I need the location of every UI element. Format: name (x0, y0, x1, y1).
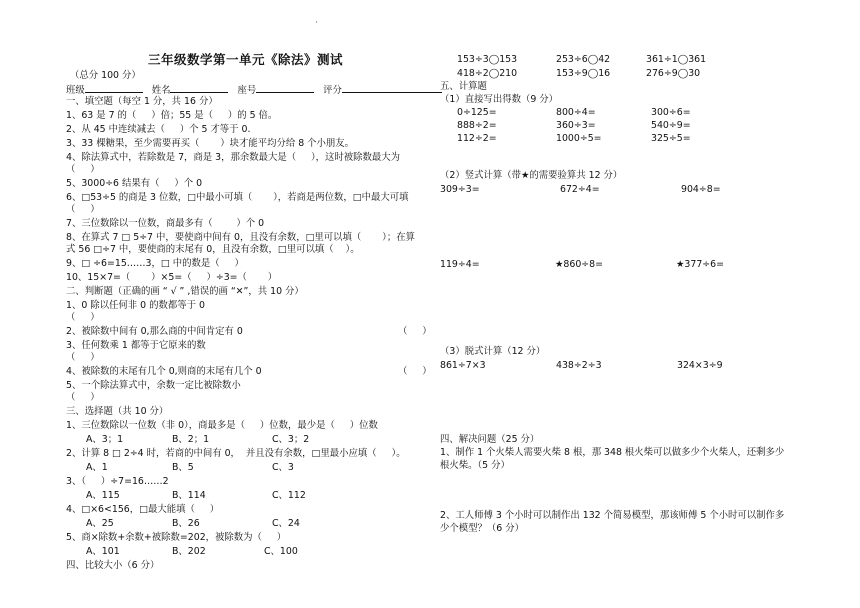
left-line: 4、□×6<156，□最大能填（ ） (66, 504, 220, 515)
name-label: 姓名 (151, 85, 171, 96)
right-line: 少个模型？（6 分） (440, 523, 524, 534)
right-line: 361÷1◯361 (646, 54, 707, 65)
left-line: B、202 (172, 546, 206, 557)
left-line: （ ） (66, 164, 100, 175)
right-line: 540÷9= (651, 120, 691, 131)
right-line: 2、工人师傅 3 个小时可以制作出 132 个简易模型，那该师傅 5 个小时可以制作多 (440, 510, 785, 521)
score-blank (342, 83, 442, 93)
left-line: 8、在算式 7 □ 5÷7 中，要使商中间有 0，且没有余数，□里可以填（ ）；在算 (66, 232, 415, 243)
total-score: （总分 100 分） (70, 70, 141, 81)
right-line: 418÷2◯210 (457, 68, 518, 79)
left-line: （ ） (66, 392, 100, 403)
right-line: 360÷3= (556, 120, 596, 131)
left-line: 5、3000÷6 结果有（ ）个 0 (66, 178, 203, 189)
left-line: A、3；1 (86, 434, 124, 445)
left-line: （ ） (398, 326, 432, 337)
seat-label: 座号 (237, 85, 257, 96)
scan-dot: · (315, 18, 318, 28)
left-line: 1、63 是 7 的（ ）倍；55 是（ ）的 5 倍。 (66, 110, 278, 121)
left-line: B、114 (172, 490, 206, 501)
right-line: 四、解决问题（25 分） (440, 434, 540, 445)
left-line: 3、（ ）÷7=16……2 (66, 476, 169, 487)
left-line: 三、选择题（共 10 分） (66, 406, 169, 417)
left-line: 3、任何数乘 1 都等于它原来的数 (66, 340, 206, 351)
left-line: 9、□ ÷6=15……3，□ 中的数是（ ） (66, 258, 244, 269)
score-label: 评分 (323, 85, 342, 96)
right-line: 300÷6= (651, 107, 691, 118)
class-blank (85, 83, 143, 93)
right-line: 253÷6◯42 (556, 54, 611, 65)
left-line: A、25 (86, 518, 114, 529)
right-line: ★377÷6= (676, 259, 724, 270)
right-line: 112÷2= (457, 133, 497, 144)
right-line: 1000÷5= (556, 133, 602, 144)
left-line: 5、商×除数+余数+被除数=202，被除数为（ ） (66, 532, 287, 543)
left-line: （ ） (66, 352, 100, 363)
right-line: 325÷5= (651, 133, 691, 144)
left-line: 1、0 除以任何非 0 的数都等于 0 (66, 300, 205, 311)
right-line: 0÷125= (457, 107, 497, 118)
left-line: 1、三位数除以一位数（非 0），商最多是（ ）位数，最少是（ ）位数 (66, 420, 378, 431)
left-line: 4、除法算式中，若除数是 7，商是 3，那余数最大是（ ），这时被除数最大为 (66, 152, 401, 163)
right-line: （3）脱式计算（12 分） (440, 346, 546, 357)
left-line: 3、33 棵糖果，至少需要再买（ ）块才能平均分给 8 个小朋友。 (66, 138, 355, 149)
left-line: C、3 (272, 462, 294, 473)
left-line: C、112 (272, 490, 306, 501)
left-line: A、1 (86, 462, 108, 473)
right-line: ★860÷8= (555, 259, 603, 270)
student-info-row (66, 83, 442, 97)
right-line: 根火柴。（5 分） (440, 460, 510, 471)
right-line: 861÷7×3 (440, 360, 486, 371)
right-line: 276÷9◯30 (646, 68, 701, 79)
right-line: 309÷3= (440, 184, 480, 195)
left-line: A、115 (86, 490, 120, 501)
name-blank (170, 83, 228, 93)
left-line: 式 56 □÷7 中，要使商的末尾有 0，且没有余数，□里可以填（ ）。 (66, 244, 360, 255)
left-line: 四、比较大小（6 分） (66, 560, 160, 571)
right-line: 1、制作 1 个火柴人需要火柴 8 根，那 348 根火柴可以做多少个火柴人，还剩多少 (440, 447, 785, 458)
right-line: 五、计算题 (440, 81, 487, 92)
right-line: 672÷4= (560, 184, 600, 195)
left-line: 7、三位数除以一位数，商最多有（ ）个 0 (66, 218, 265, 229)
left-line: A、101 (86, 546, 120, 557)
left-line: B、2；1 (172, 434, 210, 445)
right-line: 800÷4= (556, 107, 596, 118)
left-line: 10、15×7=（ ）×5=（ ）÷3=（ ） (66, 272, 278, 283)
right-line: 153÷9◯16 (556, 68, 611, 79)
left-line: C、24 (272, 518, 300, 529)
seat-blank (256, 83, 314, 93)
right-line: 153÷3◯153 (457, 54, 518, 65)
left-line: B、5 (172, 462, 194, 473)
right-line: 904÷8= (681, 184, 721, 195)
page-title: 三年级数学第一单元《除法》测试 (148, 52, 344, 67)
left-line: 2、从 45 中连续减去（ ）个 5 才等于 0. (66, 124, 251, 135)
right-line: （1）直接写出得数（9 分） (440, 94, 559, 105)
right-line: 888÷2= (457, 120, 497, 131)
class-label: 班级 (66, 85, 85, 96)
left-line: 一、填空题（每空 1 分，共 16 分） (66, 96, 218, 107)
right-line: 438÷2÷3 (556, 360, 602, 371)
right-line: 324×3÷9 (677, 360, 723, 371)
left-line: 2、计算 8 □ 2÷4 时，若商的中间有 0， 并且没有余数，□里最小应填（ ）。 (66, 448, 406, 459)
right-line: （2）竖式计算（带★的需要验算共 12 分） (440, 170, 623, 181)
left-line: 2、被除数中间有 0,那么商的中间肯定有 0 (66, 326, 243, 337)
left-line: C、100 (264, 546, 298, 557)
right-line: 119÷4= (440, 259, 480, 270)
left-line: 6、□53÷5 的商是 3 位数，□中最小可填（ ），若商是两位数，□中最大可填 (66, 192, 409, 203)
left-line: 5、一个除法算式中，余数一定比被除数小 (66, 380, 241, 391)
left-line: （ ） (398, 366, 432, 377)
left-line: C、3；2 (272, 434, 310, 445)
left-line: 4、被除数的末尾有几个 0,则商的末尾有几个 0 (66, 366, 262, 377)
left-line: （ ） (66, 312, 100, 323)
left-line: （ ） (66, 204, 100, 215)
left-line: 二、判断题（正确的画 “ √ ” ,错误的画 “✕”，共 10 分） (66, 286, 304, 297)
left-line: B、26 (172, 518, 200, 529)
